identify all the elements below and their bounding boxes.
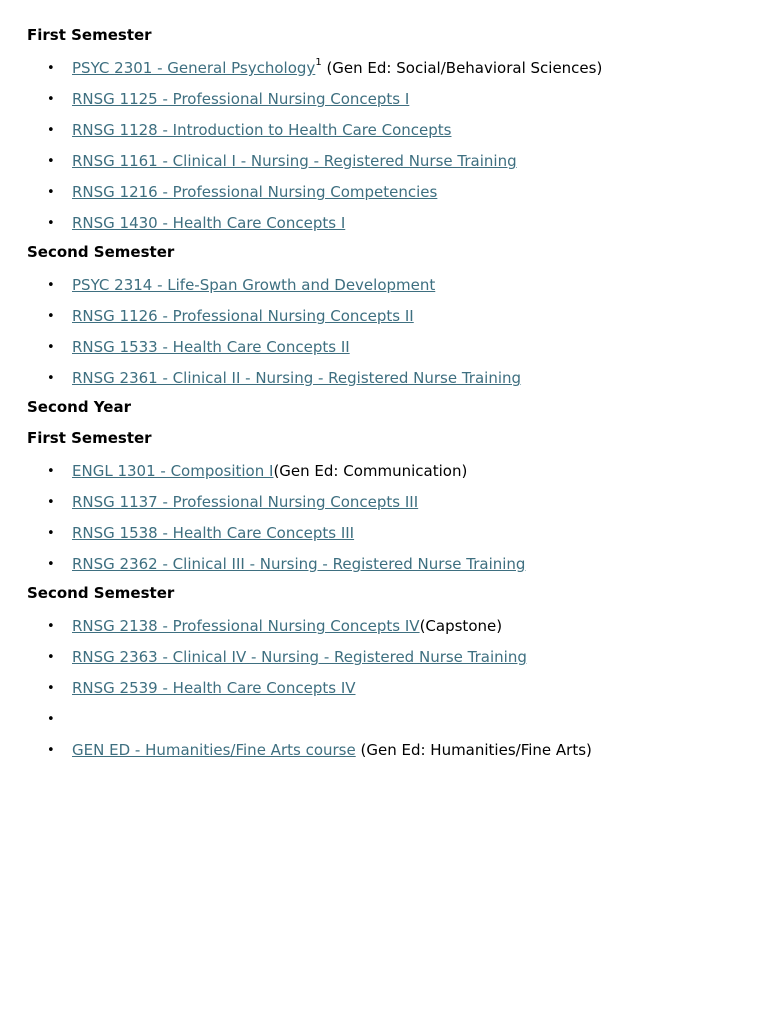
- bullet-icon: •: [47, 154, 55, 169]
- course-list: [27, 456, 768, 580]
- bullet-icon: •: [47, 495, 55, 510]
- bullet-icon: •: [47, 371, 55, 386]
- bullet-icon: •: [47, 712, 55, 727]
- list-item: [27, 115, 768, 146]
- semester-heading: Second Semester: [27, 584, 175, 602]
- bullet-icon: •: [47, 619, 55, 634]
- list-item: [27, 270, 768, 301]
- course-link[interactable]: RNSG 2361 - Clinical II - Nursing - Registered Nurse Training: [72, 369, 522, 387]
- bullet-icon: •: [47, 309, 55, 324]
- course-link[interactable]: RNSG 2138 - Professional Nursing Concepts IV: [72, 617, 420, 635]
- list-item: [27, 208, 768, 239]
- bullet-icon: •: [47, 216, 55, 231]
- course-note: (Gen Ed: Humanities/Fine Arts): [355, 741, 592, 759]
- bullet-icon: •: [47, 61, 55, 76]
- bullet-icon: •: [47, 681, 55, 696]
- list-item: [27, 301, 768, 332]
- list-item: [27, 332, 768, 363]
- list-item: [27, 518, 768, 549]
- semester-heading: Second Semester: [27, 243, 175, 261]
- bullet-icon: •: [47, 557, 55, 572]
- course-link[interactable]: RNSG 2539 - Health Care Concepts IV: [72, 679, 356, 697]
- course-link[interactable]: GEN ED - Humanities/Fine Arts course: [72, 741, 356, 759]
- list-item: [27, 177, 768, 208]
- course-link[interactable]: RNSG 1430 - Health Care Concepts I: [72, 214, 346, 232]
- course-list: [27, 270, 768, 394]
- bullet-icon: •: [47, 92, 55, 107]
- course-link[interactable]: RNSG 1161 - Clinical I - Nursing - Registered Nurse Training: [72, 152, 517, 170]
- list-item: [27, 549, 768, 580]
- course-list: [27, 53, 768, 239]
- course-link[interactable]: RNSG 2362 - Clinical III - Nursing - Registered Nurse Training: [72, 555, 526, 573]
- list-item: [27, 84, 768, 115]
- list-item: [27, 146, 768, 177]
- list-item: [27, 673, 768, 704]
- list-item: [27, 363, 768, 394]
- year-heading: Second Year: [27, 398, 131, 416]
- course-link[interactable]: RNSG 1533 - Health Care Concepts II: [72, 338, 350, 356]
- course-note: (Capstone): [419, 617, 503, 635]
- semester-heading: First Semester: [27, 429, 152, 447]
- course-link[interactable]: PSYC 2314 - Life-Span Growth and Development: [72, 276, 436, 294]
- course-link[interactable]: RNSG 1137 - Professional Nursing Concepts III: [72, 493, 419, 511]
- course-link[interactable]: RNSG 1126 - Professional Nursing Concepts II: [72, 307, 414, 325]
- course-link[interactable]: RNSG 1128 - Introduction to Health Care Concepts: [72, 121, 452, 139]
- list-item: [27, 611, 768, 642]
- bullet-icon: •: [47, 526, 55, 541]
- course-note: (Gen Ed: Social/Behavioral Sciences): [321, 59, 603, 77]
- course-link[interactable]: PSYC 2301 - General Psychology: [72, 59, 316, 77]
- list-item: [27, 456, 768, 487]
- course-link[interactable]: RNSG 1538 - Health Care Concepts III: [72, 524, 355, 542]
- course-link[interactable]: RNSG 2363 - Clinical IV - Nursing - Registered Nurse Training: [72, 648, 527, 666]
- course-link[interactable]: RNSG 1216 - Professional Nursing Competencies: [72, 183, 438, 201]
- list-item: [27, 487, 768, 518]
- course-list: [27, 611, 768, 766]
- list-item: [27, 735, 768, 766]
- bullet-icon: •: [47, 650, 55, 665]
- bullet-icon: •: [47, 340, 55, 355]
- bullet-icon: •: [47, 743, 55, 758]
- bullet-icon: •: [47, 464, 55, 479]
- bullet-icon: •: [47, 123, 55, 138]
- course-link[interactable]: RNSG 1125 - Professional Nursing Concepts I: [72, 90, 410, 108]
- course-link[interactable]: ENGL 1301 - Composition I: [72, 462, 274, 480]
- footnote-marker: 1: [315, 57, 322, 68]
- list-item: [27, 642, 768, 673]
- bullet-icon: •: [47, 185, 55, 200]
- course-note: (Gen Ed: Communication): [273, 462, 468, 480]
- semester-heading: First Semester: [27, 26, 152, 44]
- list-item-empty: [27, 704, 768, 735]
- list-item: [27, 53, 768, 84]
- bullet-icon: •: [47, 278, 55, 293]
